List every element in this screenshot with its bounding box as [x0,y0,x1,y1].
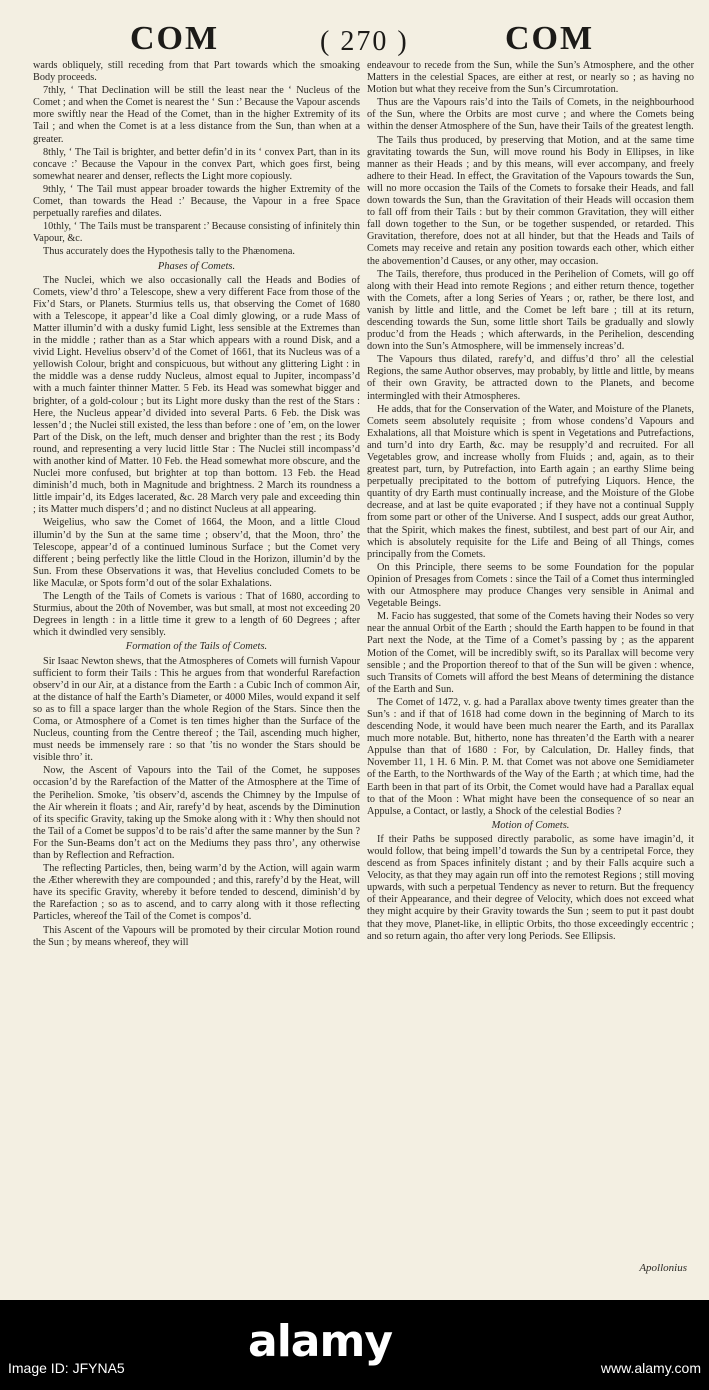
paragraph: 9thly, ‘ The Tail must appear broader towards the higher Extremity of the Comet, than towards the Head :’ Because, the Vapour in a free Space perpetually rarefies and dilates. [33,183,360,220]
paragraph: 10thly, ‘ The Tails must be transparent :’ Because consisting of infinitely thin Vapour, &c. [33,221,360,245]
running-head-right: COM [505,20,595,57]
paragraph: The Vapours thus dilated, rarefy’d, and diffus’d thro’ all the celestial Regions, the same Author observes, may probably, by little and little, by means of their own Gravity, be attracted down to the Planets, and become intermingled with their Atmospheres. [367,354,694,402]
paragraph: endeavour to recede from the Sun, while the Sun’s Atmosphere, and the other Matters in the celestial Spaces, are either at rest, or nearly so ; as having no Motion but what they receive from the Sun’s Circumrotation. [367,60,694,96]
paragraph: Sir Isaac Newton shews, that the Atmospheres of Comets will furnish Vapour sufficient to form their Tails : This he argues from that wonderful Rarefaction observ’d in our Air, at a distance from the Earth : a Cubic Inch of common Air, at the distance of half the Earth’s Diameter, or 4000 Miles, would expand it self so as to fill a space larger than the whole Region of the Stars. Since then the Coma, or Atmosphere of a Comet is ten times higher than the Surface of the Nucleus, counting from the Centre thereof ; the Tail, ascending much higher, must needs be immensely rare : so that ’tis no wonder the Stars should be visible thro’ it. [33,655,360,764]
stock-url-label: www.alamy.com [600,1360,701,1376]
section-heading: Motion of Comets. [491,819,570,831]
paragraph: 7thly, ‘ That Declination will be still the least near the ‘ Nucleus of the Comet ; and when the Comet is nearest the ‘ Sun :’ Because the Vapour ascends more swiftly near the Head of the Comet, than in the higher Extremity of its Tail ; and when the Comet is at a less distance from the Sun, than when at a greater. [33,85,360,145]
paragraph: M. Facio has suggested, that some of the Comets having their Nodes so very near the annual Orbit of the Earth ; should the Earth happen to be found in that Part next the Node, at the Time of a Comet’s passing by ; as the apparent Motion of the Comet, will be incredibly swift, so its Parallax will become very sensible ; and the Proportion thereof to that of the Sun will be given : whence, such Transits of Comets will afford the best Means of determining the distance of the Earth and Sun. [367,611,694,695]
paragraph: Weigelius, who saw the Comet of 1664, the Moon, and a little Cloud illumin’d by the Sun at the same time ; observ’d, that the Moon, thro’ the Telescope, appear’d of a continued luminous Surface ; but the Comet very different ; being perfectly like the little Cloud in the Horizon, illumin’d by the Sun. From these Observations it was, that Hevelius concluded Comets to be like Maculæ, or Spots form’d out of the solar Exhalations. [33,517,360,589]
alamy-logo: alamy [248,1316,392,1367]
paragraph: The Nuclei, which we also occasionally call the Heads and Bodies of Comets, view’d thro’ a Telescope, shew a very different Face from those of the Fix’d Stars, or Planets. Sturmius tells us, that observing the Comet of 1680 with a Telescope, it appear’d like a Coal dimly glowing, or a rude Mass of Matter illumin’d with a dusky fumid Light, less sensible at the Extremes than in the middle ; rather than as a Star which appears with a round Disk, and a vivid Light. Hevelius observ’d of the Comet of 1661, that its Nucleus was of a yellowish Colour, bright and conspicuous, but without any glittering Light : in the middle was a dense ruddy Nucleus, almost equal to Jupiter, incompass’d with a much fainter thinner Matter. 5 Feb. its Head was somewhat bigger and brighter, of a gold-colour ; but its Light more dusky than the rest of the Stars : Here, the Nucleus appear’d divided into several Parts. 6 Feb. the Disk was lessen’d ; the Nuclei still existed, the less than before : one of ’em, on the lower Part of the Disk, on the left, much denser and brighter than the rest ; its Body round, and representing a very lucid little Star : The Nuclei still incompass’d with another kind of Matter. 10 Feb. the Head somewhat more obscure, and the Nuclei more confused, but brighter at top than bottom. 13 Feb. the Head diminish’d much, both in Magnitude and brightness. 2 March its roundness a little impair’d, its Edges lacerated, &c. 28 March very pale and exceeding thin ; its Matter much dispers’d ; and no distinct Nucleus at all appearing. [33,274,360,516]
image-id-label: Image ID: JFYNA5 [8,1360,125,1376]
left-column [33,60,360,950]
paragraph: On this Principle, there seems to be some Foundation for the popular Opinion of Presages from Comets : since the Tail of a Comet thus intermingled with our Atmosphere may produce Changes very sensible in Animal and Vegetable Beings. [367,561,694,610]
page-number: ( 270 ) [320,26,409,57]
right-column [367,60,694,944]
section-heading: Phases of Comets. [157,260,236,272]
paragraph: The Tails thus produced, by preserving that Motion, and at the same time gravitating towards the Sun, will move round his Body in Ellipses, in like manner as their Heads ; and by this means, will ever accompany, and freely adhere to their Head. In effect, the Gravitation of the Vapours towards the Sun, will no more occasion the Tails of the Comets to forsake their Heads, and fall down towards the Sun, than the Gravitation of their Heads will occasion them to fall off from their Tails : but by their common Gravitation, they will either fall down together to the Sun, or be together suspended, or retarded. This Gravitation, therefore, does not at all hinder, but that the Heads and Tails of Comets may receive and retain any position towards each other, which either the abovemention’d Causes, or any other, may occasion. [367,134,694,267]
paragraph: Thus accurately does the Hypothesis tally to the Phænomena. [43,246,295,258]
paragraph: The reflecting Particles, then, being warm’d by the Action, will again warm the Æther wherewith they are compounded ; and this, rarefy’d by the Heat, will have its specific Gravity, whereby it before tended to descend, diminish’d by the Rarefaction ; so as to ascend, and to carry along with it those reflecting Particles, whereof the Tail of the Comet is compos’d. [33,863,360,923]
paragraph: Thus are the Vapours rais’d into the Tails of Comets, in the neighbourhood of the Sun, where the Orbits are most curve ; and where the Comets being within the denser Atmosphere of the Sun, have their Tails of the greatest length. [367,97,694,133]
running-head-left: COM [130,20,220,57]
catchword: Apollonius [639,1262,687,1274]
section-heading: Formation of the Tails of Comets. [125,641,268,653]
paragraph: This Ascent of the Vapours will be promoted by their circular Motion round the Sun ; by means whereof, they will [33,924,360,948]
paragraph: He adds, that for the Conservation of the Water, and Moisture of the Planets, Comets seem absolutely requisite ; from whose condens’d Vapours and Exhalations, all that Moisture which is spent in Vegetations and Putrefactions, and turn’d into dry Earth, &c. may be resupply’d and recruited. For all Vegetables grow, and increase wholly from Fluids ; and, again, as to their greatest part, turn, by Putrefaction, into Earth again ; an earthy Slime being perpetually precipitated to the bottom of putrefying Liquors. Hence, the quantity of dry Earth must continually increase, and the Moisture of the Globe decrease, and at last be quite evaporated ; if they have not a continual Supply from some part or other of the Universe. And I suspect, adds our great Author, that the Spirit, which makes the finest, subtilest, and best part of our Air, and which is absolutely requisite for the Life and Being of all Things, comes principally from the Comets. [367,403,694,560]
paragraph: Now, the Ascent of Vapours into the Tail of the Comet, he supposes occasion’d by the Rarefaction of the Matter of the Atmosphere at the Time of the Perihelion. Smoke, ’tis observ’d, ascends the Chimney by the Impulse of the Air wherein it floats ; and Air, rarefy’d by heat, ascends by the Diminution of its specific Gravity, taking up the Smoke along with it : Why then should not the Tail of a Comet be suppos’d to be rais’d after the same manner by the Sun ? For the Sun-Beams don’t act on the Mediums they pass thro’, any otherwise than by Reflection and Refraction. [33,765,360,861]
paragraph: The Length of the Tails of Comets is various : That of 1680, according to Sturmius, about the 20th of November, was but small, at most not exceeding 20 Degrees in length : in a little time it grew to a length of 60 Degrees ; after which it dwindled very sensibly. [33,591,360,639]
paragraph: The Comet of 1472, v. g. had a Parallax above twenty times greater than the Sun’s : and if that of 1618 had come down in the beginning of March to its descending Node, it would have been much nearer the Earth, and its Parallax much more notable. But, hitherto, none has threaten’d the Earth with a nearer Appulse than that of 1680 : For, by Calculation, Dr. Halley finds, that November 11, 1 H. 6 Min. P. M. that Comet was not above one Semidiameter of the Earth, to the Northwards of the Way of the Earth ; at which time, had the Earth been in that part of its Orbit, the Comet would have had a Parallax equal to that of the Moon : What might have been the consequence of so near an Appulse, a Contact, or lastly, a Shock of the celestial Bodies ? [367,696,694,817]
paragraph: The Tails, therefore, thus produced in the Perihelion of Comets, will go off along with their Head into remote Regions ; and either return thence, together with the Comets, after a long Series of Years ; or, rather, be there lost, and vanish by little and little, and the Comet be left bare ; till at its return, descending towards the Sun, some little short Tails be gradually and slowly produc’d from the Heads ; which afterwards, in the Perihelion, descending down into the Sun’s Atmosphere, will be immensely increas’d. [367,268,694,353]
paragraph: 8thly, ‘ The Tail is brighter, and better defin’d in its ‘ convex Part, than in its concave :’ Because the Vapour in the convex Part, which goes first, being somewhat nearer and denser, reflects the Light more copiously. [33,146,360,182]
paragraph: If their Paths be supposed directly parabolic, as some have imagin’d, it would follow, that being impell’d towards the Sun by a centripetal Force, they descend as from Spaces infinitely distant ; and by their Falls acquire such a Velocity, as that they may again run off into the remotest Regions ; still moving upwards, with such a perpetual Tendency as never to return. But the frequency of their Appearance, and their degree of Velocity, which does not exceed what they might acquire by their Gravity towards the Sun ; seem to put it past doubt that they move, Planet-like, in elliptic Orbits, tho those exceedingly eccentric ; and so return again, tho after very long Periods. See Ellipsis. [367,833,694,942]
paragraph: wards obliquely, still receding from that Part towards which the smoaking Body proceeds. [33,60,360,84]
